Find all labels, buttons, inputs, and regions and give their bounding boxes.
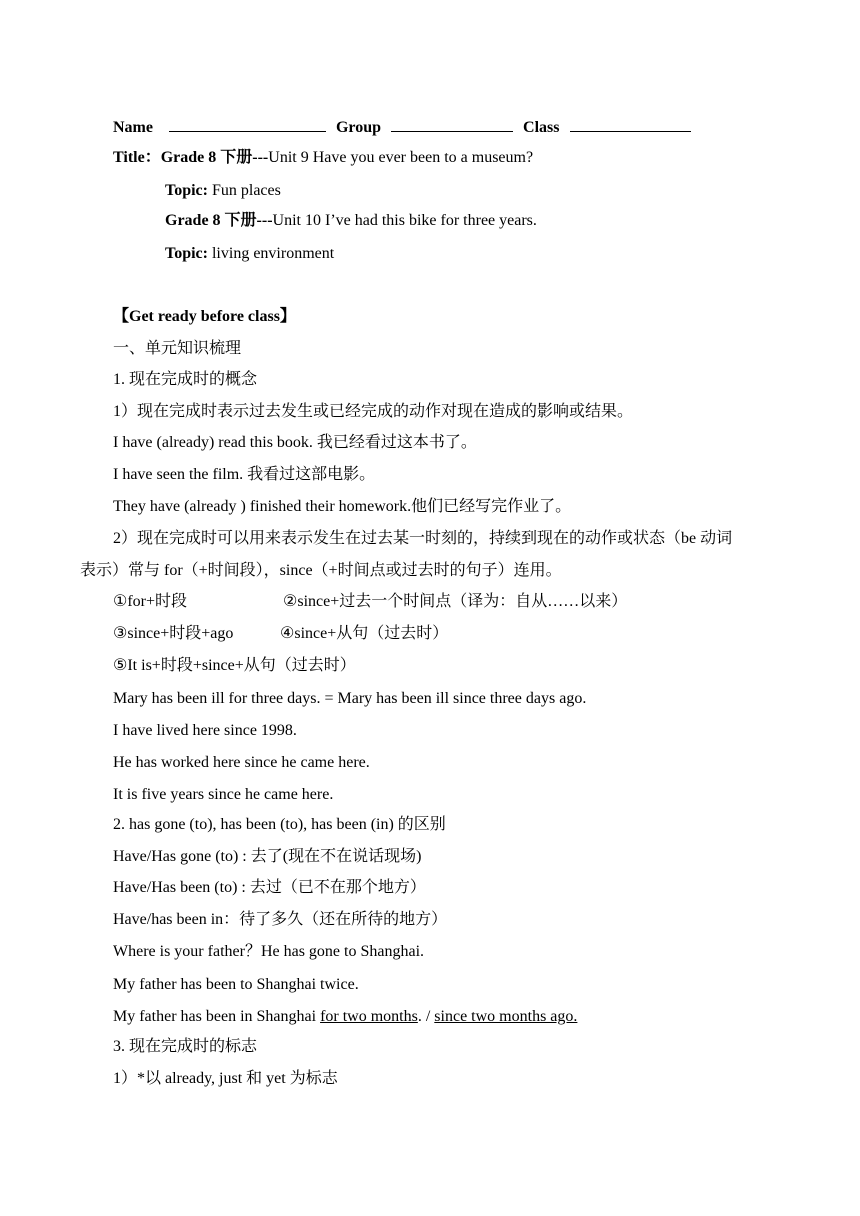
class-blank[interactable]	[570, 117, 691, 132]
example-4: Mary has been ill for three days. = Mary has been ill since three days ago.	[113, 690, 587, 707]
group-blank[interactable]	[391, 117, 513, 132]
unit10-grade: Grade 8 下册---	[165, 212, 273, 229]
class-label: Class	[523, 119, 560, 136]
example-9: My father has been to Shanghai twice.	[113, 976, 359, 993]
topic-row-2	[165, 244, 334, 264]
example-3: They have (already ) finished their homework.他们已经写完作业了。	[113, 498, 572, 515]
option-4: ④since+从句（过去时）	[280, 625, 449, 642]
unit9-grade: Grade 8 下册---	[160, 149, 269, 166]
point-3-1: 1）*以 already, just 和 yet 为标志	[113, 1070, 338, 1087]
example-7: It is five years since he came here.	[113, 786, 334, 803]
topic-row-1	[165, 181, 281, 201]
title-row	[113, 148, 533, 168]
definition-3: Have/has been in：待了多久（还在所待的地方）	[113, 911, 448, 928]
option-3: ③since+时段+ago	[113, 625, 234, 642]
group-label: Group	[335, 119, 382, 136]
example-10-mid: . /	[417, 1008, 435, 1025]
name-row	[113, 117, 691, 138]
title-label: Title：	[113, 149, 161, 166]
example-10	[113, 1007, 577, 1027]
topic-label-2: Topic:	[165, 245, 208, 262]
unit9-title: Unit 9 Have you ever been to a museum?	[268, 149, 534, 166]
point-1-2-b: 表示）常与 for（+时间段），since（+时间点或过去时的句子）连用。	[80, 562, 562, 579]
option-1: ①for+时段	[113, 593, 188, 610]
unit10-title: Unit 10 I’ve had this bike for three years.	[272, 212, 537, 229]
example-10-underline-2: since two months ago.	[434, 1008, 578, 1025]
definition-2: Have/Has been (to) : 去过（已不在那个地方）	[113, 879, 426, 896]
example-10-pre: My father has been in Shanghai	[113, 1008, 321, 1025]
unit10-row	[165, 211, 537, 231]
option-5: ⑤It is+时段+since+从句（过去时）	[113, 657, 356, 674]
point-3-title: 3. 现在完成时的标志	[113, 1038, 258, 1055]
topic-label: Topic:	[165, 182, 208, 199]
example-10-underline-1: for two months	[320, 1008, 418, 1025]
name-label: Name	[113, 119, 153, 136]
example-2: I have seen the film. 我看过这部电影。	[113, 466, 376, 483]
option-2: ②since+过去一个时间点（译为：自从……以来）	[283, 593, 628, 610]
point-1-title: 1. 现在完成时的概念	[113, 371, 258, 388]
example-6: He has worked here since he came here.	[113, 754, 370, 771]
definition-1: Have/Has gone (to) : 去了(现在不在说话现场)	[113, 848, 422, 865]
name-blank[interactable]	[169, 117, 326, 132]
section-heading: 【Get ready before class】	[113, 308, 296, 325]
example-1: I have (already) read this book. 我已经看过这本书了。	[113, 434, 477, 451]
example-8: Where is your father？He has gone to Shanghai.	[113, 943, 425, 960]
subheading-1: 一、单元知识梳理	[113, 340, 242, 357]
point-1-1: 1）现在完成时表示过去发生或已经完成的动作对现在造成的影响或结果。	[113, 403, 634, 420]
point-2-title: 2. has gone (to), has been (to), has been (in) 的区别	[113, 816, 446, 833]
topic-1: Fun places	[207, 182, 281, 199]
topic-2: living environment	[207, 245, 335, 262]
example-5: I have lived here since 1998.	[113, 722, 297, 739]
point-1-2-a: 2）现在完成时可以用来表示发生在过去某一时刻的，持续到现在的动作或状态（be 动词	[113, 530, 733, 547]
